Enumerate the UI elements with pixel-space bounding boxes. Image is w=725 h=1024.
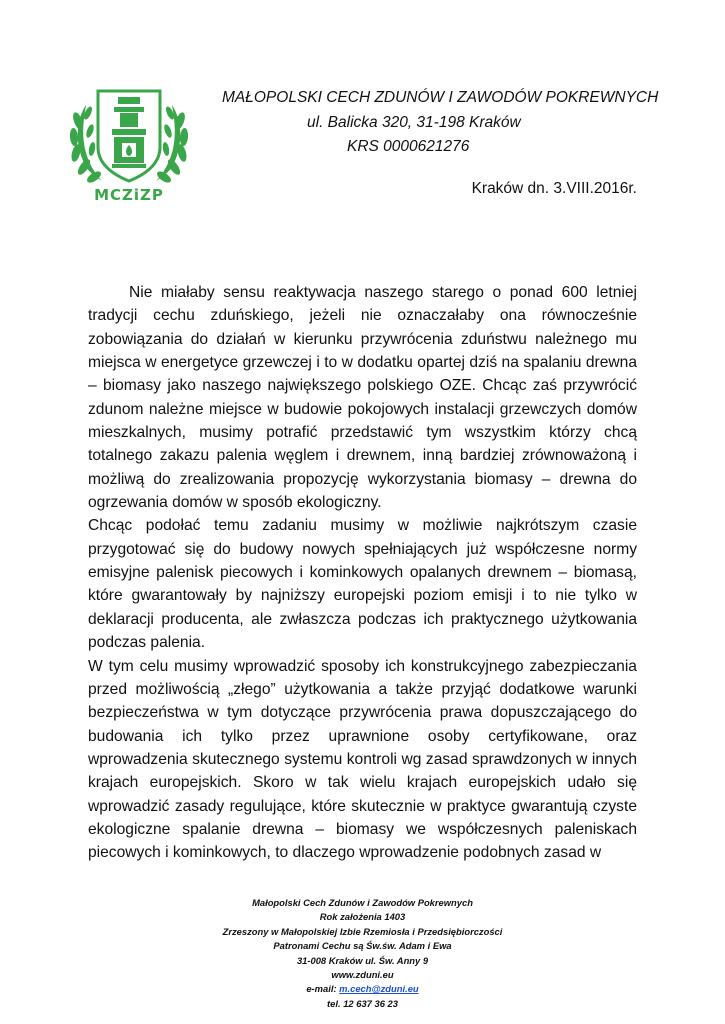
logo-text: MCZiZP — [94, 186, 164, 204]
paragraph: W tym celu musimy wprowadzić sposoby ich konstrukcyjnego zabezpieczania przed możliwością „złego” użytkowania a także przyjąć dodatkowe warunki bezpieczeństwa w tym dotyczące przywrócenia prawa dopuszczającego do budowania ich tylko przez uprawnione osoby certyfikowane, oraz wprowadzenia skutecznego systemu kontroli wg zasad sprawdzonych w innych krajach europejskich. Skoro w tak wielu krajach europejskich udało się wprowadzić zasady regulujące, które skutecznie w praktyce gwarantują czyste ekologiczne spalanie drewna – biomasy we współczesnych paleniskach piecowych i kominkowych, to dlaczego wprowadzenie podobnych zasad w — [88, 657, 637, 862]
paragraph: Chcąc podołać temu zadaniu musimy w możliwie najkrótszym czasie przygotować się do budowy nowych spełniających już współczesne normy emisyjne palenisk piecowych i kominkowych opalanych drewnem – biomasą, które gwarantowały by najniższy europejski poziom emisji i to nie tylko w deklaracji producenta, ale zwłaszcza podczas ich praktycznego użytkowania podczas palenia. — [88, 517, 637, 652]
footer-phone: tel. 12 637 36 23 — [327, 997, 398, 1009]
footer-email-label: e-mail: — [306, 983, 340, 995]
stove-icon — [112, 97, 146, 168]
letter-body — [88, 281, 637, 865]
paragraph: Nie miałaby sensu reaktywacja naszego starego o ponad 600 letniej tradycji cechu zduńskiego, jeżeli nie oznaczałaby ona równocześnie zobowiązania do działań w kierunku przywrócenia zduństwu należnego mu miejsca w energetyce grzewczej i to w dodatku opartej dziś na spalaniu drewna – biomasy jako naszego największego polskiego OZE. Chcąc zaś przywrócić zdunom należne miejsce w budowie pokojowych instalacji grzewczych domów mieszkalnych, musimy potrafić przedstawić tym wszystkim którzy chcą totalnego zakazu palenia węglem i drewnem, inną bardziej zrównoważoną i możliwą do zrealizowania propozycję wykorzystania biomasy – drewna do ogrzewania domów w sposób ekologiczny. — [88, 284, 637, 512]
organization-name: MAŁOPOLSKI CECH ZDUNÓW I ZAWODÓW POKREWNYCH — [222, 89, 659, 106]
letterhead — [200, 86, 680, 160]
guild-logo — [68, 85, 190, 205]
organization-krs: KRS 0000621276 — [347, 138, 470, 155]
letter-footer — [200, 896, 525, 1011]
footer-founded: Rok założenia 1403 — [319, 911, 406, 923]
footer-org-name: Małopolski Cech Zdunów i Zawodów Pokrewnych — [252, 897, 473, 908]
footer-membership: Zrzeszony w Małopolskiej Izbie Rzemiosła i Przedsiębiorczości — [222, 925, 503, 937]
letter-date: Kraków dn. 3.VIII.2016r. — [471, 180, 637, 197]
footer-address: 31-008 Kraków ul. Św. Anny 9 — [296, 954, 429, 966]
footer-website: www.zduni.eu — [331, 969, 394, 981]
footer-email-line — [200, 982, 525, 996]
footer-patrons: Patronami Cechu są Św.św. Adam i Ewa — [273, 940, 452, 952]
email-link[interactable]: m.cech@zduni.eu — [339, 983, 419, 995]
organization-address: ul. Balicka 320, 31-198 Kraków — [307, 113, 521, 131]
